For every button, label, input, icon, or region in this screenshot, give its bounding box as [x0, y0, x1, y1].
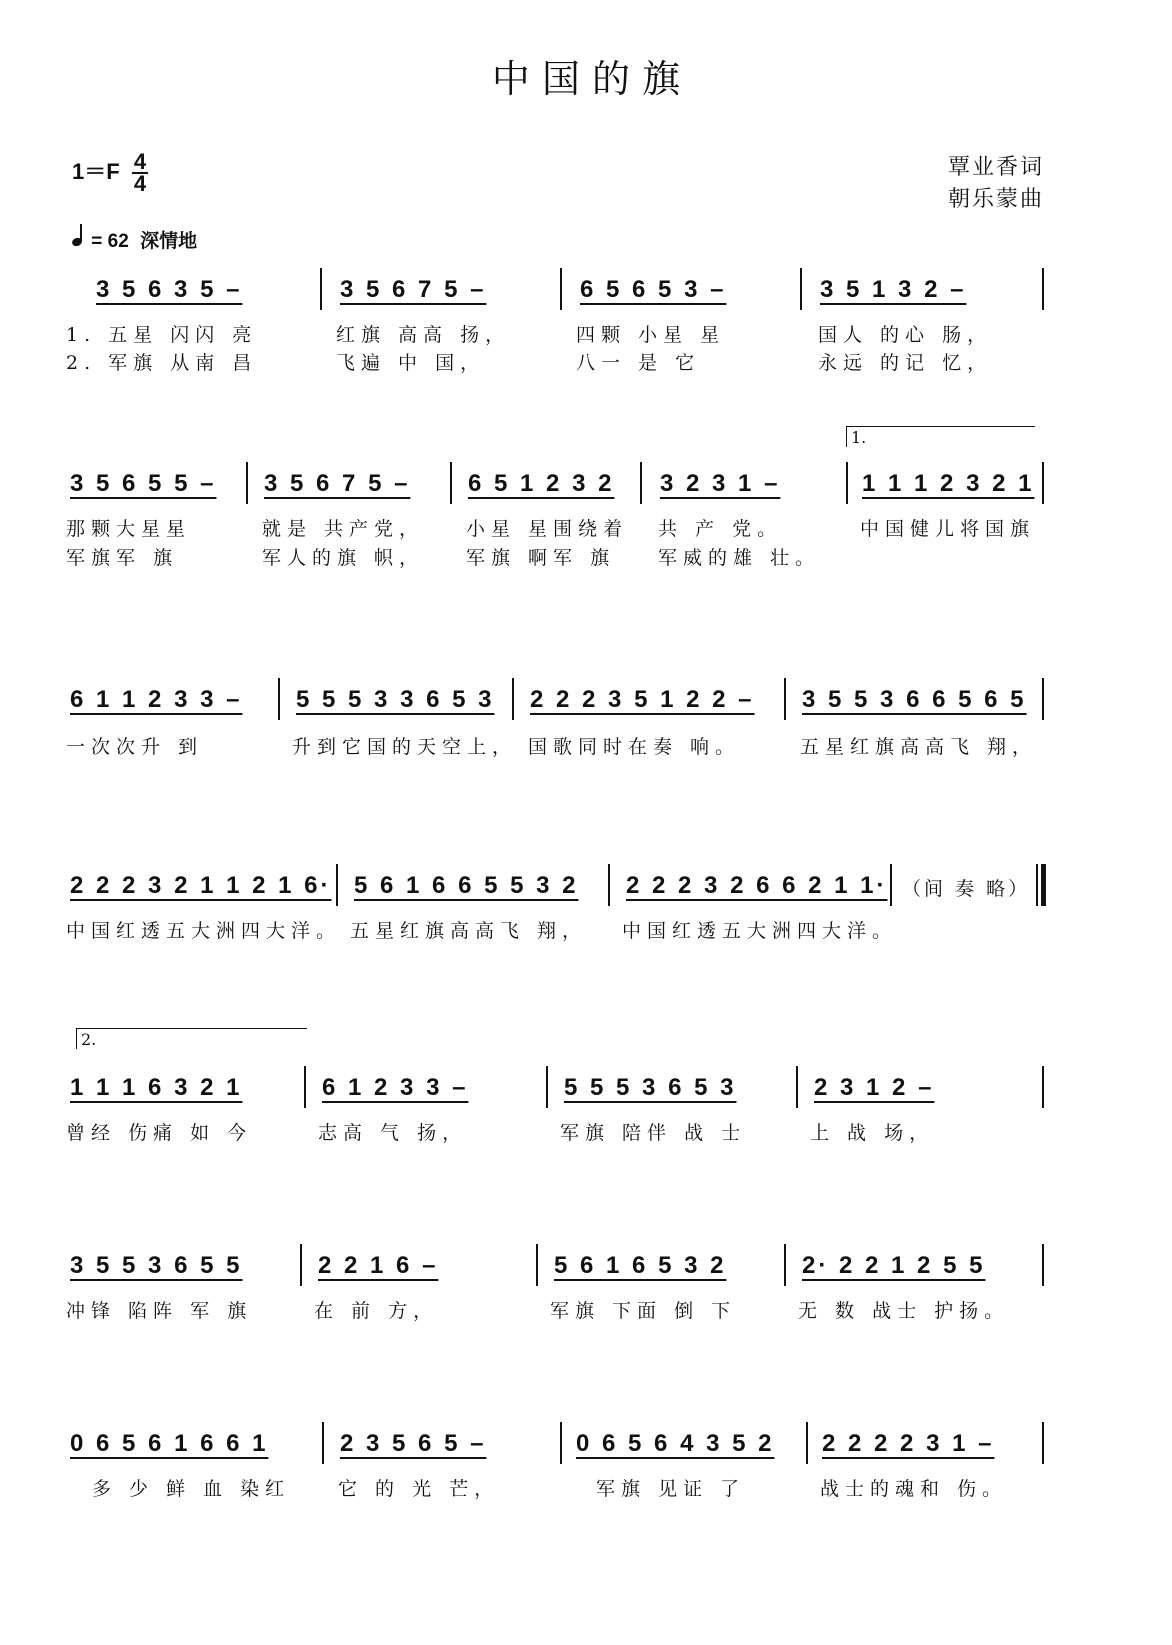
measure: 2 2 2 3 5 1 2 2 – [530, 686, 755, 713]
lyric-verse2: 多 少 鲜 血 染红 [92, 1478, 291, 1500]
measure: 5 5 5 3 3 6 5 3 [296, 686, 495, 713]
lyric-verse2: 在 前 方， [314, 1300, 439, 1322]
lyric-verse2: 它 的 光 芒， [338, 1478, 500, 1500]
time-signature [132, 149, 148, 196]
bar-line [784, 1244, 786, 1286]
repeat-bar-thin [1036, 864, 1038, 906]
bar-line [890, 864, 892, 906]
lyric-verse2: 无 数 战士 护扬。 [798, 1300, 1010, 1322]
measure: 0 6 5 6 4 3 5 2 [576, 1430, 775, 1457]
lyric-verse1: 红旗 高高 扬， [336, 324, 511, 346]
lyric-verse1: 国歌同时在奏 响。 [528, 736, 741, 758]
measure: 0 6 5 6 1 6 6 1 [70, 1430, 269, 1457]
lyric-verse2: 飞遍 中 国， [336, 352, 486, 374]
bar-line [800, 268, 802, 310]
lyric-verse1: 国人 的心 肠， [818, 324, 993, 346]
lyric-verse2: 战士的魂和 伤。 [820, 1478, 1008, 1500]
measure: 2 2 1 6 – [318, 1252, 439, 1279]
bar-line [320, 268, 322, 310]
lyric-verse2: 曾经 伤痛 如 今 [66, 1122, 253, 1144]
lyric-verse1: 四颗 小星 星 [576, 324, 726, 346]
time-denominator: 4 [133, 171, 147, 196]
composer-credit: 朝乐蒙曲 [948, 187, 1045, 212]
bar-line [640, 462, 642, 504]
bar-line [322, 1422, 324, 1464]
measure: 2 2 2 2 3 1 – [822, 1430, 995, 1457]
measure: 3 5 5 3 6 6 5 6 5 [802, 686, 1027, 713]
song-title: 中 国 的 旗 [491, 57, 681, 101]
lyric-verse1: 中国红透五大洲四大洋。 [66, 920, 342, 942]
lyric-verse2: 上 战 场， [810, 1122, 935, 1144]
bar-line [796, 1066, 798, 1108]
lyric-verse2: 军人的旗 帜， [262, 547, 425, 569]
lyric-verse1: 升到它国的天空上， [292, 736, 518, 758]
bar-line [512, 678, 514, 720]
bar-line [560, 1422, 562, 1464]
measure: 6 1 1 2 3 3 – [70, 686, 243, 713]
bar-line [1042, 268, 1044, 310]
bar-line [846, 462, 848, 504]
key-signature [72, 149, 148, 196]
bar-line [546, 1066, 548, 1108]
measure: 6 1 2 3 3 – [322, 1074, 469, 1101]
lyric-verse2: 军旗 啊军 旗 [466, 547, 616, 569]
key-label: 1＝F [72, 158, 120, 184]
measure: 3 5 6 7 5 – [340, 276, 487, 303]
measure: 6 5 6 5 3 – [580, 276, 727, 303]
measure: 3 5 5 3 6 5 5 [70, 1252, 243, 1279]
lyric-verse2: 2. 军旗 从南 昌 [66, 352, 258, 374]
bar-line [300, 1244, 302, 1286]
measure: 5 6 1 6 5 3 2 [554, 1252, 727, 1279]
bar-line [304, 1066, 306, 1108]
volta-bracket-2 [76, 1028, 307, 1049]
lyric-verse2: 八一 是 它 [576, 352, 701, 374]
lyric-verse2: 冲锋 陷阵 军 旗 [66, 1300, 253, 1322]
lyric-verse2: 军威的雄 壮。 [658, 547, 821, 569]
bar-line [1042, 1422, 1044, 1464]
interlude-note: （间 奏 略） [902, 878, 1031, 900]
lyric-verse2: 军旗军 旗 [66, 547, 179, 569]
measure: 1 1 1 6 3 2 1 [70, 1074, 243, 1101]
bar-line [246, 462, 248, 504]
measure: 2 3 1 2 – [814, 1074, 935, 1101]
measure: 3 5 1 3 2 – [820, 276, 967, 303]
time-numerator: 4 [133, 149, 147, 174]
tempo-marking [72, 226, 197, 253]
lyric-verse2: 志高 气 扬， [318, 1122, 468, 1144]
lyric-verse1: 五星红旗高高飞 翔， [800, 736, 1038, 758]
measure: 2 2 2 3 2 6 6 2 1 1· [626, 872, 888, 899]
lyric-verse1: 五星红旗高高飞 翔， [350, 920, 588, 942]
bar-line [336, 864, 338, 906]
bar-line [1042, 462, 1044, 504]
measure: 2 2 2 3 2 1 1 2 1 6· [70, 872, 332, 899]
measure: 3 5 6 3 5 – [96, 276, 243, 303]
lyric-verse1: 1. 五星 闪闪 亮 [66, 324, 258, 346]
lyric-verse2: 永远 的记 忆， [818, 352, 993, 374]
bar-line [1042, 678, 1044, 720]
lyric-verse1: 一次次升 到 [66, 736, 204, 758]
volta-label: 1. [851, 428, 867, 447]
bar-line [560, 268, 562, 310]
bar-line [536, 1244, 538, 1286]
quarter-note-stem-icon [80, 224, 82, 241]
measure: 5 5 5 3 6 5 3 [564, 1074, 737, 1101]
tempo-value: = 62 [91, 231, 129, 252]
repeat-bar-thick [1041, 864, 1046, 906]
bar-line [608, 864, 610, 906]
bar-line [806, 1422, 808, 1464]
bar-line [784, 678, 786, 720]
measure: 3 5 6 5 5 – [70, 470, 217, 497]
lyric-verse1: 小星 星围绕着 [466, 518, 629, 540]
measure: 3 2 3 1 – [660, 470, 781, 497]
measure: 2· 2 2 1 2 5 5 [802, 1252, 986, 1279]
measure: 6 5 1 2 3 2 [468, 470, 615, 497]
lyric-verse2: 军旗 下面 倒 下 [550, 1300, 737, 1322]
bar-line [450, 462, 452, 504]
lyric-verse2: 军旗 陪伴 战 士 [560, 1122, 747, 1144]
lyric-verse2: 军旗 见证 了 [596, 1478, 746, 1500]
measure: 5 6 1 6 6 5 5 3 2 [354, 872, 579, 899]
lyric-verse1: 就是 共产党， [262, 518, 425, 540]
measure: 3 5 6 7 5 – [264, 470, 411, 497]
volta-label: 2. [81, 1030, 97, 1049]
tempo-expression: 深情地 [140, 231, 198, 252]
lyric-verse1: 那颗大星星 [66, 518, 192, 540]
measure: 1 1 1 2 3 2 1 [862, 470, 1035, 497]
volta-bracket-1 [846, 426, 1035, 447]
bar-line [1042, 1244, 1044, 1286]
lyric-verse1: 中国健儿将国旗 [860, 518, 1036, 540]
lyric-verse1: 中国红透五大洲四大洋。 [622, 920, 898, 942]
lyric-verse1: 共 产 党。 [658, 518, 783, 540]
bar-line [278, 678, 280, 720]
measure: 2 3 5 6 5 – [340, 1430, 487, 1457]
lyricist-credit: 覃业香词 [948, 155, 1045, 180]
bar-line [1042, 1066, 1044, 1108]
